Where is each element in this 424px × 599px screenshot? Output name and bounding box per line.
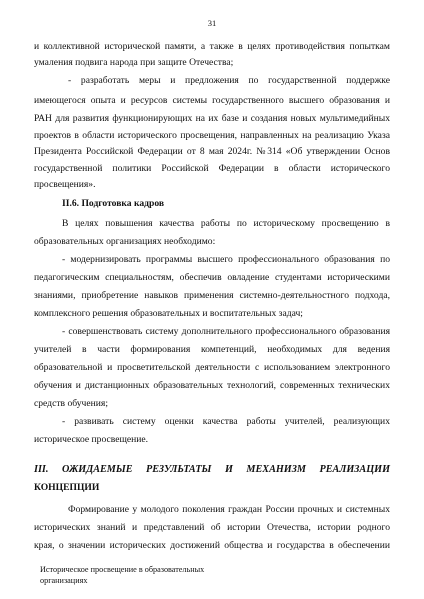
text-line-16: комплексного решения образовательных и воспитательных задач;: [34, 308, 303, 319]
text-line-11: В целях повышения качества работы по историческому просвещению в: [62, 218, 390, 229]
text-line-14: педагогическим специальностям, обеспечив овладение студентами историческими: [34, 272, 390, 283]
text-line-22: - развивать систему оценки качества работы учителей, реализующих: [62, 416, 390, 427]
text-line-6: проектов в области исторического просвещения, направленных на реализацию Указа: [34, 130, 390, 141]
text-line-1: и коллективной исторической памяти, а также в целях противодействия попыткам: [34, 41, 390, 52]
text-line-18: учителей в части формирования компетенций, необходимых для ведения: [34, 344, 390, 355]
footer-line-2: организациях: [40, 576, 88, 585]
text-line-4: имеющегося опыта и ресурсов системы государственного высшего образования и: [34, 95, 390, 106]
text-line-12: образовательных организациях необходимо:: [34, 236, 216, 247]
text-line-28: края, о значении исторических достижений общества и государства в обеспечении: [34, 540, 390, 551]
text-line-15: знаниями, приобретение навыков применения системно-деятельностного подхода,: [34, 290, 390, 301]
section-heading-2-6: II.6. Подготовка кадров: [62, 198, 165, 209]
text-line-2: умаления подвига народа при защите Отечества;: [34, 57, 234, 68]
page-number: 31: [207, 18, 217, 28]
text-line-13: - модернизировать программы высшего профессионального образования по: [62, 254, 390, 265]
text-line-23: историческое просвещение.: [34, 434, 149, 445]
text-line-8: государственной политики Российской Федерации в области исторического: [34, 163, 390, 174]
text-line-21: средств обучения;: [34, 398, 108, 409]
text-line-19: образовательной и просветительской деятельности с использованием электронного: [34, 362, 390, 373]
text-line-27: исторических знаний и представлений об истории Отечества, истории родного: [34, 522, 390, 533]
text-line-26: Формирование у молодого поколения граждан России прочных и системных: [68, 504, 390, 515]
text-line-5: РАН для развития функционирующих на их базе и создания новых мультимедийных: [34, 113, 390, 124]
text-line-9: просвещения».: [34, 179, 96, 190]
text-line-17: - совершенствовать систему дополнительного профессионального образования: [62, 326, 390, 337]
text-line-7: Президента Российской Федерации от 8 мая 2024г. №314 «Об утверждении Основ: [34, 146, 390, 157]
section-heading-3-continued: КОНЦЕПЦИИ: [34, 482, 100, 493]
section-heading-3: III. ОЖИДАЕМЫЕ РЕЗУЛЬТАТЫ И МЕХАНИЗМ РЕАЛИЗАЦИИ: [34, 464, 390, 475]
text-line-3: - разработать меры и предложения по государственной поддержке: [68, 75, 390, 86]
text-line-20: обучения и дистанционных образовательных технологий, современных технических: [34, 380, 390, 391]
footer-line-1: Историческое просвещение в образовательных: [40, 565, 205, 574]
